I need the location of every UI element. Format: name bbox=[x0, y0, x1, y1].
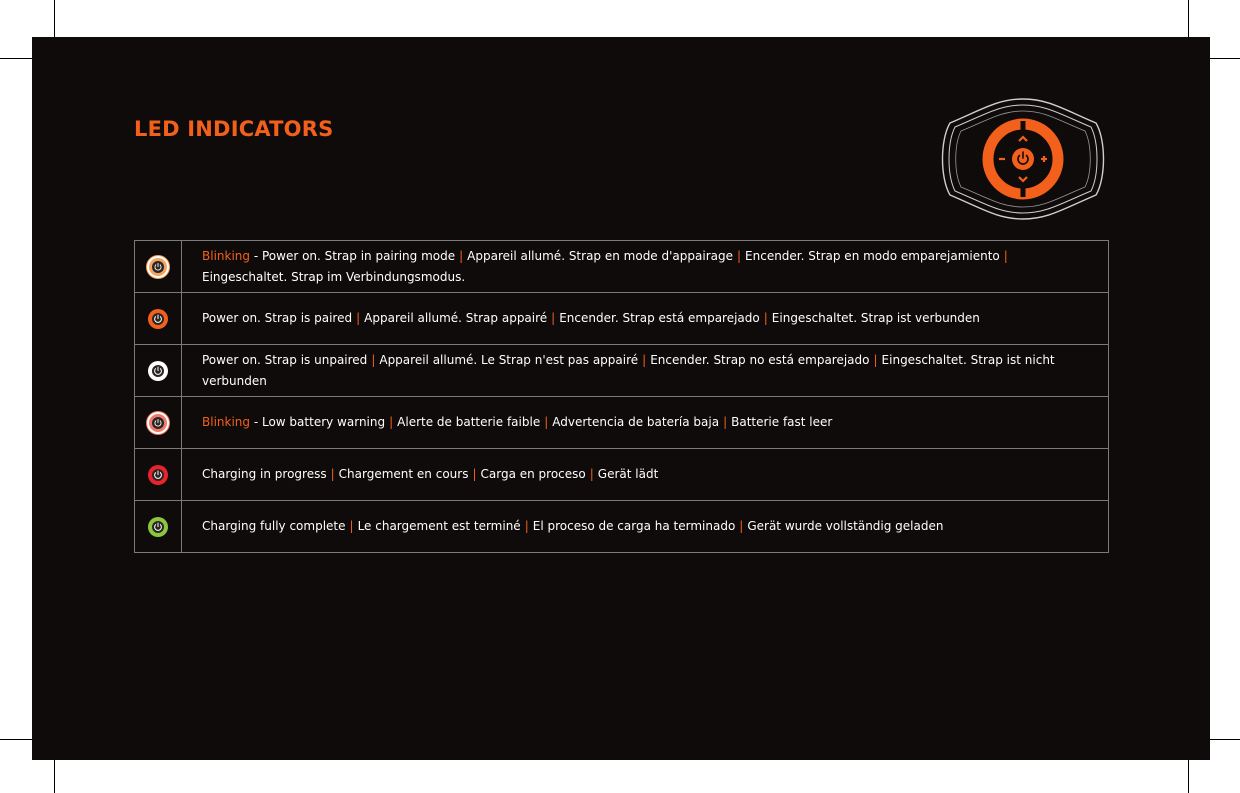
language-separator: | bbox=[544, 415, 549, 429]
led-row bbox=[135, 397, 1109, 449]
power-icon bbox=[148, 309, 168, 329]
language-separator: | bbox=[551, 311, 556, 325]
crop-mark bbox=[0, 58, 32, 59]
led-description bbox=[182, 501, 1109, 553]
led-description-text: Carga en proceso bbox=[480, 467, 586, 481]
power-icon bbox=[148, 361, 168, 381]
led-description bbox=[182, 293, 1109, 345]
crop-mark bbox=[54, 0, 55, 37]
manual-page bbox=[32, 37, 1210, 760]
page-title: LED INDICATORS bbox=[134, 117, 334, 141]
led-description-text: Eingeschaltet. Strap ist nicht verbunden bbox=[202, 352, 1055, 388]
led-description-text: Power on. Strap is unpaired bbox=[202, 352, 368, 367]
strap-control-pod-icon bbox=[938, 95, 1108, 223]
crop-mark bbox=[1210, 739, 1240, 740]
power-icon bbox=[148, 517, 168, 537]
language-separator: | bbox=[763, 311, 768, 325]
crop-mark bbox=[0, 739, 32, 740]
led-row bbox=[135, 241, 1109, 293]
led-description-text: El proceso de carga ha terminado bbox=[532, 519, 736, 533]
led-description-text: Appareil allumé. Le Strap n'est pas appairé bbox=[379, 352, 639, 367]
language-separator: | bbox=[330, 467, 335, 481]
led-icon-cell bbox=[135, 345, 182, 397]
led-description-text: Charging fully complete bbox=[202, 519, 346, 533]
language-separator: | bbox=[736, 248, 742, 263]
led-description bbox=[182, 241, 1109, 293]
power-icon bbox=[149, 258, 167, 276]
language-separator: | bbox=[873, 352, 878, 367]
led-indicator-table bbox=[134, 240, 1109, 553]
led-description-text: Chargement en cours bbox=[338, 467, 469, 481]
led-icon-cell bbox=[135, 501, 182, 553]
blinking-label: Blinking bbox=[202, 415, 251, 429]
led-description-text: Batterie fast leer bbox=[731, 415, 833, 429]
language-separator: | bbox=[723, 415, 728, 429]
led-row bbox=[135, 345, 1109, 397]
led-description bbox=[182, 449, 1109, 501]
language-separator: | bbox=[371, 352, 376, 367]
led-description bbox=[182, 345, 1109, 397]
led-icon-cell bbox=[135, 293, 182, 345]
led-row bbox=[135, 501, 1109, 553]
led-description-text: Gerät lädt bbox=[597, 467, 659, 481]
crop-mark bbox=[1188, 760, 1189, 793]
language-separator: | bbox=[1003, 248, 1008, 263]
led-description-text: Eingeschaltet. Strap ist verbunden bbox=[771, 311, 980, 325]
led-description-text: Gerät wurde vollständig geladen bbox=[747, 519, 944, 533]
led-description bbox=[182, 397, 1109, 449]
language-separator: | bbox=[389, 415, 394, 429]
led-row bbox=[135, 449, 1109, 501]
crop-mark bbox=[1210, 58, 1240, 59]
led-description-text: Le chargement est terminé bbox=[357, 519, 521, 533]
led-description-text: Encender. Strap no está emparejado bbox=[650, 352, 870, 367]
led-description-text: Appareil allumé. Strap appairé bbox=[364, 311, 548, 325]
led-description-text: Charging in progress bbox=[202, 467, 327, 481]
crop-mark bbox=[54, 760, 55, 793]
language-separator: | bbox=[459, 248, 464, 263]
language-separator: | bbox=[349, 519, 354, 533]
language-separator: | bbox=[642, 352, 647, 367]
led-description-text: Encender. Strap está emparejado bbox=[559, 311, 760, 325]
blinking-label: Blinking bbox=[202, 248, 251, 263]
led-description-text: Encender. Strap en modo emparejamiento bbox=[745, 248, 1000, 263]
led-description-text: Advertencia de batería baja bbox=[552, 415, 720, 429]
language-separator: | bbox=[739, 519, 744, 533]
power-icon bbox=[149, 414, 167, 432]
led-icon-cell bbox=[135, 241, 182, 293]
led-description-text: - Low battery warning bbox=[253, 415, 386, 429]
language-separator: | bbox=[589, 467, 594, 481]
led-icon-cell bbox=[135, 449, 182, 501]
led-description-text: Power on. Strap is paired bbox=[202, 311, 353, 325]
language-separator: | bbox=[472, 467, 477, 481]
led-description-text: - Power on. Strap in pairing mode bbox=[253, 248, 456, 263]
crop-mark bbox=[1188, 0, 1189, 37]
language-separator: | bbox=[356, 311, 361, 325]
power-icon bbox=[148, 465, 168, 485]
led-row bbox=[135, 293, 1109, 345]
language-separator: | bbox=[524, 519, 529, 533]
led-description-text: Alerte de batterie faible bbox=[397, 415, 541, 429]
led-icon-cell bbox=[135, 397, 182, 449]
led-description-text: Eingeschaltet. Strap im Verbindungsmodus. bbox=[202, 269, 466, 284]
led-description-text: Appareil allumé. Strap en mode d'appairage bbox=[467, 248, 733, 263]
